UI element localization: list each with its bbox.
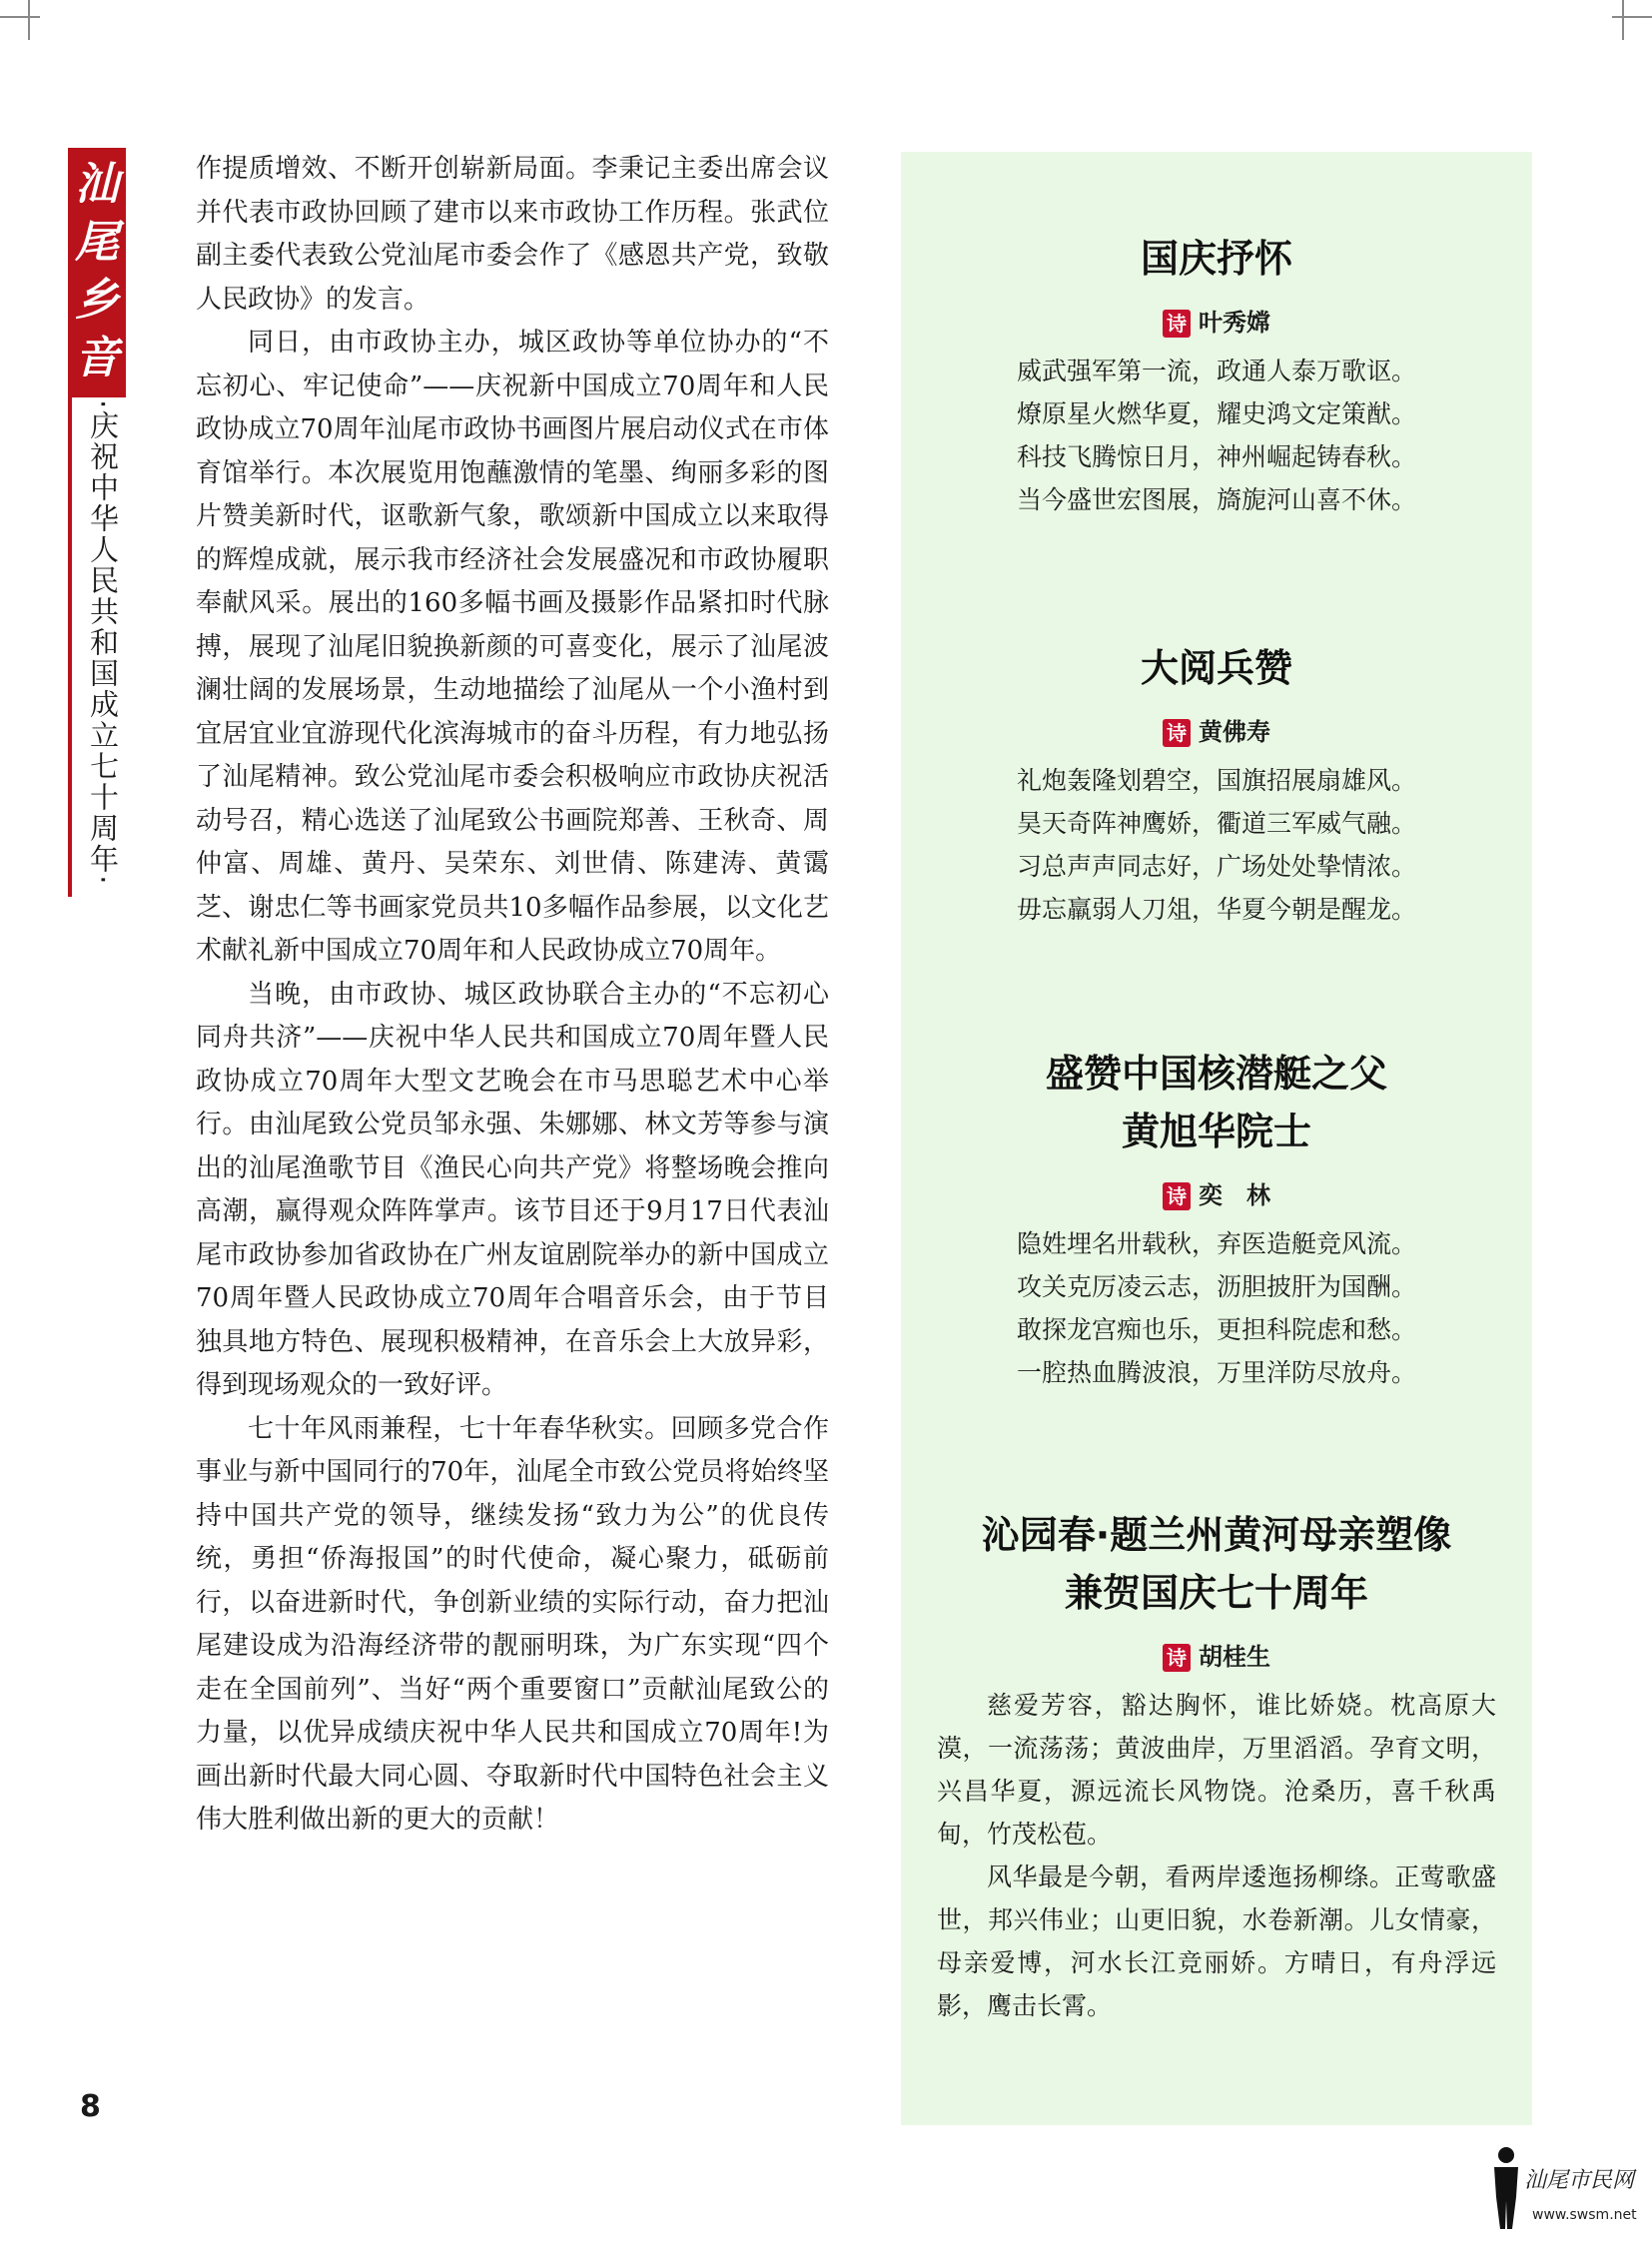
brand-divider [68, 397, 72, 897]
poetry-panel [901, 152, 1532, 2125]
watermark-url: www.swsm.net [1532, 2207, 1637, 2223]
poem-line: 昊天奇阵神鹰娇，衢道三军威气融。 [1016, 809, 1416, 838]
crop-mark [28, 0, 30, 40]
poem [901, 639, 1532, 931]
poem-badge-icon: 诗 [1163, 719, 1191, 747]
section-caption: ·庆祝中华人民共和国成立七十周年· [86, 399, 120, 887]
poem-author [901, 1640, 1532, 1674]
poem-line: 攻关克厉凌云志，沥胆披肝为国酬。 [1016, 1272, 1416, 1301]
poem-line: 科技飞腾惊日月，神州崛起铸春秋。 [1016, 442, 1416, 471]
poem [901, 1506, 1532, 2027]
poem [901, 230, 1532, 521]
article-paragraph: 当晚，由市政协、城区政协联合主办的“不忘初心 同舟共济”——庆祝中华人民共和国成立70周年暨人民政协成立70周年大型文艺晚会在市马思聪艺术中心举行。由汕尾致公党员邹永强、朱娜娜、林文芳等参与演出的汕尾渔歌节目《渔民心向共产党》将整场晚会推向高潮，赢得观众阵阵掌声。该节目还于9月17日代表汕尾市政协参加省政协在广州友谊剧院举办的新中国成立70周年暨人民政协成立70周年合唱音乐会，由于节目独具地方特色、展现积极精神，在音乐会上大放异彩，得到现场观众的一致好评。 [196, 979, 829, 1400]
crop-mark [1622, 0, 1624, 40]
person-silhouette-icon [1486, 2145, 1526, 2231]
poem-lines [901, 350, 1532, 521]
poem-title: 沁园春·题兰州黄河母亲塑像 [981, 1513, 1452, 1557]
poem-badge-icon: 诗 [1163, 1182, 1191, 1210]
poem-author [901, 306, 1532, 340]
poem [901, 1045, 1532, 1394]
article-paragraph: 七十年风雨兼程，七十年春华秋实。回顾多党合作事业与新中国同行的70年，汕尾全市致公党员将始终坚持中国共产党的领导，继续发扬“致力为公”的优良传统，勇担“侨海报国”的时代使命，凝心聚力，砥砺前行，以奋进新时代，争创新业绩的实际行动，奋力把汕尾建设成为沿海经济带的靓丽明珠，为广东实现“四个走在全国前列”、当好“两个重要窗口”贡献汕尾致公的力量，以优异成绩庆祝中华人民共和国成立70周年!为画出新时代最大同心圆、夺取新时代中国特色社会主义伟大胜利做出新的更大的贡献！ [196, 1413, 829, 1835]
watermark-text: 汕尾市民网 [1524, 2168, 1635, 2193]
site-watermark [1486, 2145, 1636, 2235]
article-body [196, 148, 829, 1843]
poem-line: 习总声声同志好，广场处处挚情浓。 [1016, 852, 1416, 881]
article-paragraph: 同日，由市政协主办，城区政协等单位协办的“不忘初心、牢记使命”——庆祝新中国成立70周年和人民政协成立70周年汕尾市政协书画图片展启动仪式在市体育馆举行。本次展览用饱蘸激情的笔墨、绚丽多彩的图片赞美新时代，讴歌新气象，歌颂新中国成立以来取得的辉煌成就，展示我市经济社会发展盛况和市政协履职奉献风采。展出的160多幅书画及摄影作品紧扣时代脉搏，展现了汕尾旧貌换新颜的可喜变化，展示了汕尾波澜壮阔的发展场景，生动地描绘了汕尾从一个小渔村到宜居宜业宜游现代化滨海城市的奋斗历程，有力地弘扬了汕尾精神。致公党汕尾市委会积极响应市政协庆祝活动号召，精心选送了汕尾致公书画院郑善、王秋奇、周仲富、周雄、黄丹、吴荣东、刘世倩、陈建涛、黄霭芝、谢忠仁等书画家党员共10多幅作品参展，以文化艺术献礼新中国成立70周年和人民政协成立70周年。 [196, 328, 829, 966]
poem-author [901, 715, 1532, 749]
poem-title: 盛赞中国核潜艇之父 [1045, 1052, 1387, 1096]
poem-line: 当今盛世宏图展，旖旎河山喜不休。 [1016, 485, 1416, 514]
poem-title: 大阅兵赞 [1140, 646, 1292, 690]
author-name: 奕 林 [1199, 1181, 1270, 1209]
crop-mark [0, 16, 40, 18]
masthead-logo [68, 148, 126, 397]
masthead-text: 汕尾乡音 [75, 159, 119, 383]
poem-body [937, 1684, 1496, 2027]
poem-title: 黄旭华院士 [1121, 1110, 1311, 1153]
poem-title: 兼贺国庆七十周年 [1064, 1571, 1368, 1615]
poem-line: 一腔热血腾波浪，万里洋防尽放舟。 [1016, 1358, 1416, 1387]
crop-mark [1612, 16, 1652, 18]
poem-line: 毋忘羸弱人刀俎，华夏今朝是醒龙。 [1016, 895, 1416, 924]
author-name: 胡桂生 [1199, 1643, 1270, 1671]
poem-stanza: 风华最是今朝，看两岸逶迤扬柳绦。正莺歌盛世，邦兴伟业；山更旧貌，水卷新潮。儿女情豪，母亲爱博，河水长江竞丽娇。方晴日，有舟浮远影，鹰击长霄。 [937, 1863, 1496, 2020]
poem-badge-icon: 诗 [1163, 310, 1191, 338]
poem-line: 隐姓埋名卅载秋，弃医造艇竞风流。 [1016, 1229, 1416, 1258]
author-name: 黄佛寿 [1199, 718, 1270, 746]
article-paragraph: 作提质增效、不断开创崭新局面。李秉记主委出席会议并代表市政协回顾了建市以来市政协工作历程。张武位副主委代表致公党汕尾市委会作了《感恩共产党，致敬人民政协》的发言。 [196, 154, 829, 315]
poem-line: 威武强军第一流，政通人泰万歌讴。 [1016, 357, 1416, 385]
poem-badge-icon: 诗 [1163, 1644, 1191, 1672]
poem-line: 敢探龙宫痴也乐，更担科院虑和愁。 [1016, 1315, 1416, 1344]
poem-lines [901, 1222, 1532, 1394]
poem-author [901, 1178, 1532, 1212]
poem-stanza: 慈爱芳容，豁达胸怀，谁比娇娆。枕高原大漠，一流荡荡；黄波曲岸，万里滔滔。孕育文明，兴昌华夏，源远流长风物饶。沧桑历，喜千秋禹甸，竹茂松苞。 [937, 1691, 1496, 1849]
page-number: 8 [80, 2089, 101, 2124]
poem-title: 国庆抒怀 [1140, 237, 1292, 281]
poem-lines [901, 759, 1532, 931]
poem-line: 礼炮轰隆划碧空，国旗招展扇雄风。 [1016, 766, 1416, 795]
poem-line: 燎原星火燃华夏，耀史鸿文定策猷。 [1016, 399, 1416, 428]
author-name: 叶秀嫦 [1199, 309, 1270, 337]
